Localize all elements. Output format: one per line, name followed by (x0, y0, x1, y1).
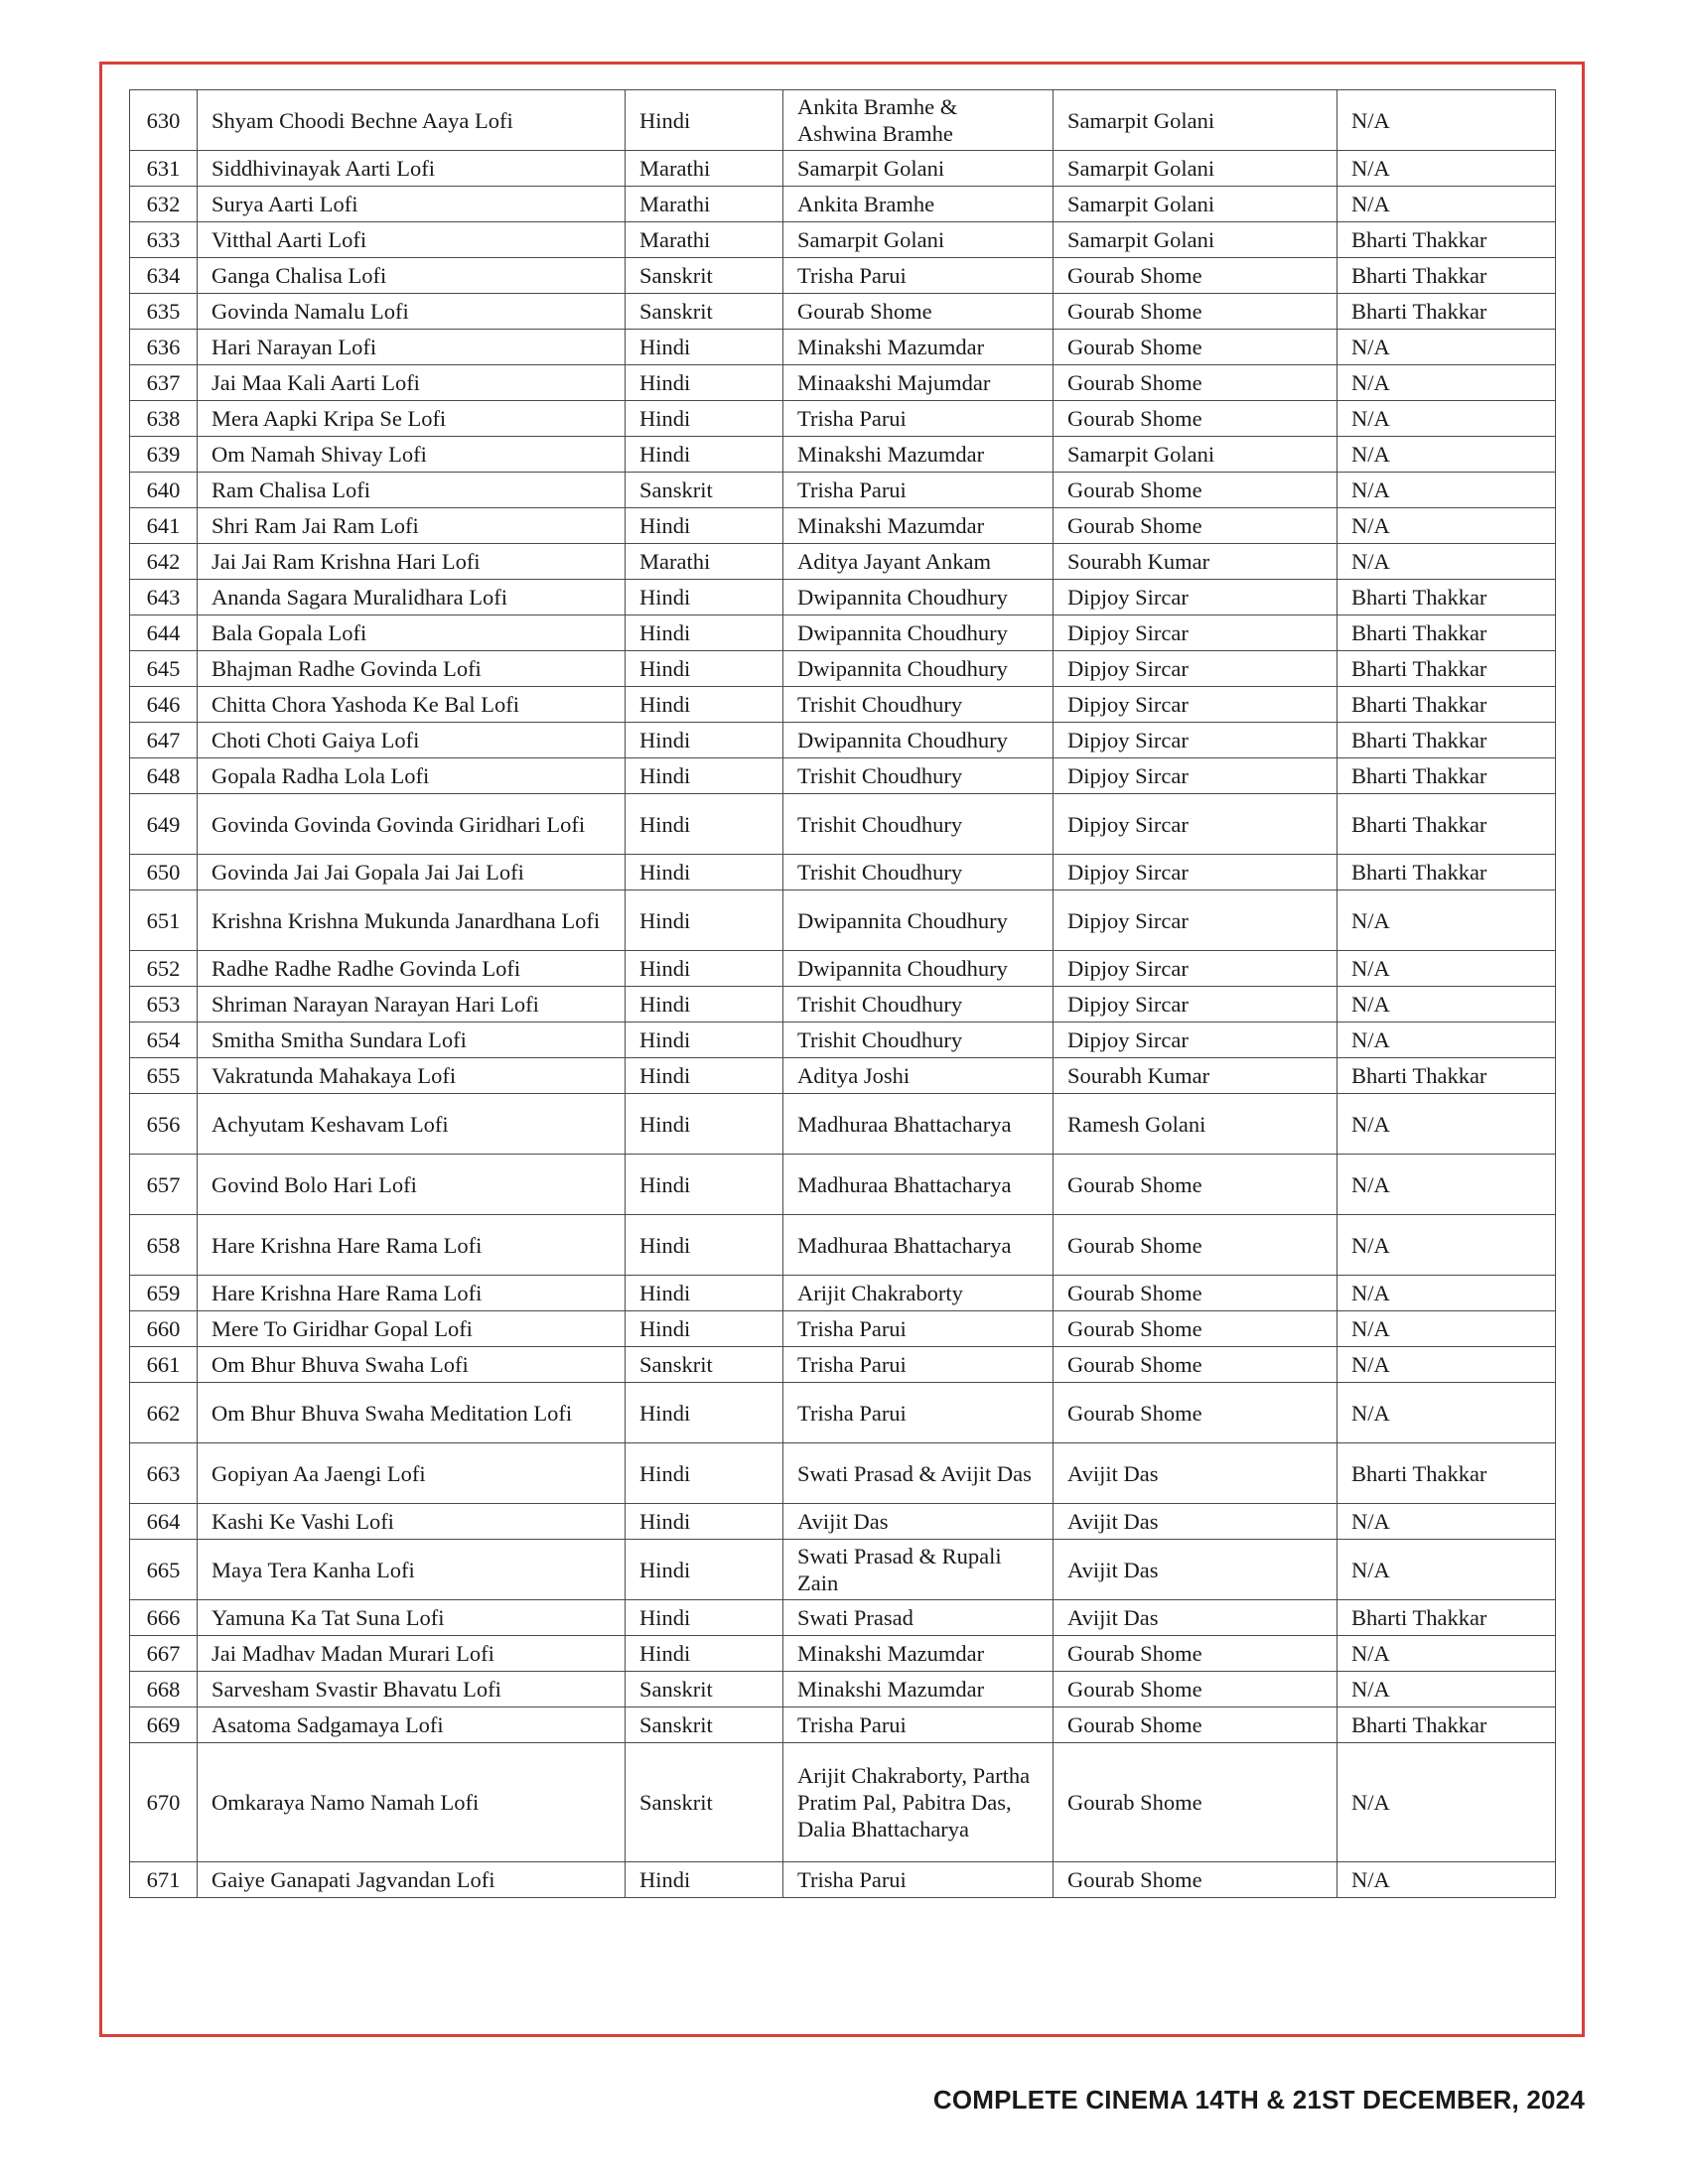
song-composer-cell: Gourab Shome (1054, 508, 1337, 544)
song-composer-cell: Samarpit Golani (1054, 90, 1337, 151)
song-title-cell: Surya Aarti Lofi (198, 187, 626, 222)
song-number-cell: 640 (130, 473, 198, 508)
song-language-cell: Hindi (626, 90, 783, 151)
table-row (130, 794, 1556, 855)
song-title-cell: Yamuna Ka Tat Suna Lofi (198, 1600, 626, 1636)
table-row (130, 1215, 1556, 1276)
song-singer-cell: Trishit Choudhury (783, 855, 1054, 890)
song-composer-cell: Avijit Das (1054, 1443, 1337, 1504)
song-lyricist-cell: N/A (1337, 1155, 1556, 1215)
song-language-cell: Sanskrit (626, 1672, 783, 1707)
song-number-cell: 650 (130, 855, 198, 890)
song-lyricist-cell: Bharti Thakkar (1337, 794, 1556, 855)
song-singer-cell: Trisha Parui (783, 1707, 1054, 1743)
song-language-cell: Hindi (626, 1540, 783, 1600)
song-lyricist-cell: Bharti Thakkar (1337, 222, 1556, 258)
song-language-cell: Hindi (626, 580, 783, 615)
song-composer-cell: Gourab Shome (1054, 1383, 1337, 1443)
song-language-cell: Marathi (626, 222, 783, 258)
song-title-cell: Vitthal Aarti Lofi (198, 222, 626, 258)
song-number-cell: 639 (130, 437, 198, 473)
song-title-cell: Achyutam Keshavam Lofi (198, 1094, 626, 1155)
table-row (130, 1540, 1556, 1600)
song-language-cell: Hindi (626, 401, 783, 437)
table-row (130, 1504, 1556, 1540)
song-lyricist-cell: Bharti Thakkar (1337, 294, 1556, 330)
song-lyricist-cell: Bharti Thakkar (1337, 1600, 1556, 1636)
table-row (130, 1600, 1556, 1636)
song-number-cell: 663 (130, 1443, 198, 1504)
table-row (130, 187, 1556, 222)
song-lyricist-cell: N/A (1337, 1347, 1556, 1383)
song-lyricist-cell: N/A (1337, 951, 1556, 987)
song-language-cell: Hindi (626, 1155, 783, 1215)
song-number-cell: 634 (130, 258, 198, 294)
song-number-cell: 671 (130, 1862, 198, 1898)
song-composer-cell: Gourab Shome (1054, 473, 1337, 508)
song-composer-cell: Dipjoy Sircar (1054, 987, 1337, 1023)
song-composer-cell: Dipjoy Sircar (1054, 794, 1337, 855)
song-language-cell: Hindi (626, 1636, 783, 1672)
song-language-cell: Hindi (626, 794, 783, 855)
song-composer-cell: Gourab Shome (1054, 1155, 1337, 1215)
song-singer-cell: Trishit Choudhury (783, 987, 1054, 1023)
song-title-cell: Ananda Sagara Muralidhara Lofi (198, 580, 626, 615)
table-row (130, 330, 1556, 365)
song-language-cell: Hindi (626, 437, 783, 473)
song-singer-cell: Dwipannita Choudhury (783, 890, 1054, 951)
song-title-cell: Bhajman Radhe Govinda Lofi (198, 651, 626, 687)
song-language-cell: Hindi (626, 365, 783, 401)
song-language-cell: Hindi (626, 1023, 783, 1058)
table-row (130, 151, 1556, 187)
song-lyricist-cell: N/A (1337, 151, 1556, 187)
table-row (130, 1443, 1556, 1504)
table-row (130, 1743, 1556, 1862)
song-title-cell: Sarvesham Svastir Bhavatu Lofi (198, 1672, 626, 1707)
song-number-cell: 630 (130, 90, 198, 151)
song-number-cell: 661 (130, 1347, 198, 1383)
song-singer-cell: Aditya Joshi (783, 1058, 1054, 1094)
song-title-cell: Gopala Radha Lola Lofi (198, 758, 626, 794)
song-lyricist-cell: N/A (1337, 330, 1556, 365)
song-composer-cell: Gourab Shome (1054, 1636, 1337, 1672)
song-title-cell: Choti Choti Gaiya Lofi (198, 723, 626, 758)
song-composer-cell: Dipjoy Sircar (1054, 758, 1337, 794)
song-title-cell: Maya Tera Kanha Lofi (198, 1540, 626, 1600)
song-number-cell: 648 (130, 758, 198, 794)
song-number-cell: 641 (130, 508, 198, 544)
song-composer-cell: Avijit Das (1054, 1504, 1337, 1540)
song-singer-cell: Arijit Chakraborty (783, 1276, 1054, 1311)
song-title-cell: Hare Krishna Hare Rama Lofi (198, 1276, 626, 1311)
song-language-cell: Hindi (626, 1600, 783, 1636)
song-number-cell: 646 (130, 687, 198, 723)
song-number-cell: 655 (130, 1058, 198, 1094)
song-composer-cell: Dipjoy Sircar (1054, 651, 1337, 687)
song-singer-cell: Samarpit Golani (783, 151, 1054, 187)
song-title-cell: Govinda Jai Jai Gopala Jai Jai Lofi (198, 855, 626, 890)
song-lyricist-cell: Bharti Thakkar (1337, 855, 1556, 890)
song-composer-cell: Dipjoy Sircar (1054, 1023, 1337, 1058)
song-language-cell: Marathi (626, 544, 783, 580)
song-title-cell: Gopiyan Aa Jaengi Lofi (198, 1443, 626, 1504)
song-composer-cell: Avijit Das (1054, 1600, 1337, 1636)
song-lyricist-cell: N/A (1337, 365, 1556, 401)
song-table (129, 89, 1556, 1898)
song-singer-cell: Minakshi Mazumdar (783, 1636, 1054, 1672)
song-composer-cell: Gourab Shome (1054, 258, 1337, 294)
song-singer-cell: Trisha Parui (783, 401, 1054, 437)
song-lyricist-cell: Bharti Thakkar (1337, 580, 1556, 615)
song-number-cell: 657 (130, 1155, 198, 1215)
song-language-cell: Hindi (626, 951, 783, 987)
song-language-cell: Hindi (626, 330, 783, 365)
song-composer-cell: Dipjoy Sircar (1054, 687, 1337, 723)
song-number-cell: 644 (130, 615, 198, 651)
song-number-cell: 652 (130, 951, 198, 987)
song-composer-cell: Gourab Shome (1054, 1707, 1337, 1743)
table-row (130, 890, 1556, 951)
song-composer-cell: Gourab Shome (1054, 1347, 1337, 1383)
song-singer-cell: Dwipannita Choudhury (783, 615, 1054, 651)
song-number-cell: 632 (130, 187, 198, 222)
song-singer-cell: Madhuraa Bhattacharya (783, 1155, 1054, 1215)
song-lyricist-cell: N/A (1337, 508, 1556, 544)
song-composer-cell: Samarpit Golani (1054, 151, 1337, 187)
song-language-cell: Hindi (626, 890, 783, 951)
table-row (130, 1707, 1556, 1743)
song-language-cell: Hindi (626, 687, 783, 723)
song-lyricist-cell: Bharti Thakkar (1337, 258, 1556, 294)
song-number-cell: 656 (130, 1094, 198, 1155)
song-title-cell: Omkaraya Namo Namah Lofi (198, 1743, 626, 1862)
song-singer-cell: Trisha Parui (783, 1862, 1054, 1898)
song-singer-cell: Arijit Chakraborty, Partha Pratim Pal, Pabitra Das, Dalia Bhattacharya (783, 1743, 1054, 1862)
song-language-cell: Marathi (626, 187, 783, 222)
song-lyricist-cell: N/A (1337, 1743, 1556, 1862)
song-singer-cell: Madhuraa Bhattacharya (783, 1215, 1054, 1276)
table-row (130, 437, 1556, 473)
song-language-cell: Hindi (626, 615, 783, 651)
song-language-cell: Sanskrit (626, 294, 783, 330)
song-lyricist-cell: Bharti Thakkar (1337, 615, 1556, 651)
song-composer-cell: Samarpit Golani (1054, 187, 1337, 222)
song-number-cell: 667 (130, 1636, 198, 1672)
song-singer-cell: Madhuraa Bhattacharya (783, 1094, 1054, 1155)
song-lyricist-cell: N/A (1337, 544, 1556, 580)
song-language-cell: Hindi (626, 987, 783, 1023)
song-number-cell: 647 (130, 723, 198, 758)
table-row (130, 258, 1556, 294)
song-singer-cell: Swati Prasad & Rupali Zain (783, 1540, 1054, 1600)
song-lyricist-cell: N/A (1337, 1504, 1556, 1540)
song-lyricist-cell: N/A (1337, 1862, 1556, 1898)
song-language-cell: Sanskrit (626, 1743, 783, 1862)
song-number-cell: 651 (130, 890, 198, 951)
song-lyricist-cell: Bharti Thakkar (1337, 1707, 1556, 1743)
song-singer-cell: Dwipannita Choudhury (783, 580, 1054, 615)
song-title-cell: Hari Narayan Lofi (198, 330, 626, 365)
song-title-cell: Bala Gopala Lofi (198, 615, 626, 651)
table-row (130, 1058, 1556, 1094)
song-lyricist-cell: N/A (1337, 473, 1556, 508)
song-composer-cell: Gourab Shome (1054, 1311, 1337, 1347)
song-lyricist-cell: Bharti Thakkar (1337, 1058, 1556, 1094)
song-lyricist-cell: Bharti Thakkar (1337, 1443, 1556, 1504)
song-title-cell: Govinda Namalu Lofi (198, 294, 626, 330)
song-number-cell: 662 (130, 1383, 198, 1443)
song-number-cell: 654 (130, 1023, 198, 1058)
song-number-cell: 658 (130, 1215, 198, 1276)
song-language-cell: Sanskrit (626, 1347, 783, 1383)
song-lyricist-cell: N/A (1337, 90, 1556, 151)
song-language-cell: Hindi (626, 1311, 783, 1347)
song-title-cell: Govind Bolo Hari Lofi (198, 1155, 626, 1215)
song-singer-cell: Samarpit Golani (783, 222, 1054, 258)
song-composer-cell: Gourab Shome (1054, 365, 1337, 401)
song-number-cell: 653 (130, 987, 198, 1023)
song-title-cell: Jai Jai Ram Krishna Hari Lofi (198, 544, 626, 580)
table-row (130, 401, 1556, 437)
song-lyricist-cell: N/A (1337, 401, 1556, 437)
song-singer-cell: Avijit Das (783, 1504, 1054, 1540)
song-title-cell: Jai Maa Kali Aarti Lofi (198, 365, 626, 401)
table-row (130, 90, 1556, 151)
song-singer-cell: Dwipannita Choudhury (783, 723, 1054, 758)
table-row (130, 615, 1556, 651)
song-lyricist-cell: N/A (1337, 1023, 1556, 1058)
song-lyricist-cell: N/A (1337, 1215, 1556, 1276)
song-lyricist-cell: N/A (1337, 1276, 1556, 1311)
song-singer-cell: Trishit Choudhury (783, 1023, 1054, 1058)
song-language-cell: Hindi (626, 508, 783, 544)
table-row (130, 1347, 1556, 1383)
song-title-cell: Om Namah Shivay Lofi (198, 437, 626, 473)
song-composer-cell: Ramesh Golani (1054, 1094, 1337, 1155)
table-row (130, 473, 1556, 508)
song-composer-cell: Samarpit Golani (1054, 222, 1337, 258)
song-lyricist-cell: N/A (1337, 890, 1556, 951)
table-row (130, 544, 1556, 580)
song-number-cell: 664 (130, 1504, 198, 1540)
table-row (130, 1155, 1556, 1215)
song-title-cell: Hare Krishna Hare Rama Lofi (198, 1215, 626, 1276)
table-row (130, 951, 1556, 987)
song-composer-cell: Gourab Shome (1054, 294, 1337, 330)
song-title-cell: Krishna Krishna Mukunda Janardhana Lofi (198, 890, 626, 951)
song-language-cell: Hindi (626, 1383, 783, 1443)
song-lyricist-cell: Bharti Thakkar (1337, 651, 1556, 687)
song-title-cell: Ram Chalisa Lofi (198, 473, 626, 508)
table-row (130, 1276, 1556, 1311)
song-composer-cell: Gourab Shome (1054, 1862, 1337, 1898)
song-language-cell: Hindi (626, 1443, 783, 1504)
song-singer-cell: Trishit Choudhury (783, 794, 1054, 855)
song-singer-cell: Aditya Jayant Ankam (783, 544, 1054, 580)
song-singer-cell: Ankita Bramhe (783, 187, 1054, 222)
song-lyricist-cell: Bharti Thakkar (1337, 723, 1556, 758)
song-composer-cell: Avijit Das (1054, 1540, 1337, 1600)
song-singer-cell: Dwipannita Choudhury (783, 651, 1054, 687)
song-title-cell: Shri Ram Jai Ram Lofi (198, 508, 626, 544)
song-title-cell: Shyam Choodi Bechne Aaya Lofi (198, 90, 626, 151)
song-lyricist-cell: N/A (1337, 1383, 1556, 1443)
song-number-cell: 635 (130, 294, 198, 330)
table-row (130, 1023, 1556, 1058)
song-composer-cell: Dipjoy Sircar (1054, 580, 1337, 615)
song-title-cell: Govinda Govinda Govinda Giridhari Lofi (198, 794, 626, 855)
song-number-cell: 637 (130, 365, 198, 401)
song-language-cell: Hindi (626, 758, 783, 794)
song-composer-cell: Dipjoy Sircar (1054, 951, 1337, 987)
song-language-cell: Hindi (626, 855, 783, 890)
song-title-cell: Vakratunda Mahakaya Lofi (198, 1058, 626, 1094)
song-number-cell: 666 (130, 1600, 198, 1636)
table-row (130, 222, 1556, 258)
song-composer-cell: Samarpit Golani (1054, 437, 1337, 473)
song-number-cell: 643 (130, 580, 198, 615)
song-singer-cell: Dwipannita Choudhury (783, 951, 1054, 987)
song-title-cell: Asatoma Sadgamaya Lofi (198, 1707, 626, 1743)
song-language-cell: Marathi (626, 151, 783, 187)
table-row (130, 687, 1556, 723)
song-singer-cell: Minaakshi Majumdar (783, 365, 1054, 401)
song-number-cell: 659 (130, 1276, 198, 1311)
song-title-cell: Mere To Giridhar Gopal Lofi (198, 1311, 626, 1347)
song-number-cell: 645 (130, 651, 198, 687)
song-title-cell: Smitha Smitha Sundara Lofi (198, 1023, 626, 1058)
song-language-cell: Hindi (626, 651, 783, 687)
song-number-cell: 649 (130, 794, 198, 855)
song-title-cell: Om Bhur Bhuva Swaha Meditation Lofi (198, 1383, 626, 1443)
song-composer-cell: Sourabh Kumar (1054, 1058, 1337, 1094)
song-singer-cell: Trishit Choudhury (783, 758, 1054, 794)
song-singer-cell: Swati Prasad & Avijit Das (783, 1443, 1054, 1504)
song-singer-cell: Minakshi Mazumdar (783, 1672, 1054, 1707)
song-singer-cell: Trisha Parui (783, 1347, 1054, 1383)
footer-publication-date: COMPLETE CINEMA 14TH & 21ST DECEMBER, 2024 (932, 2085, 1585, 2115)
song-title-cell: Shriman Narayan Narayan Hari Lofi (198, 987, 626, 1023)
song-singer-cell: Minakshi Mazumdar (783, 437, 1054, 473)
song-composer-cell: Gourab Shome (1054, 1672, 1337, 1707)
song-number-cell: 669 (130, 1707, 198, 1743)
song-composer-cell: Gourab Shome (1054, 401, 1337, 437)
song-singer-cell: Trisha Parui (783, 473, 1054, 508)
song-composer-cell: Gourab Shome (1054, 1276, 1337, 1311)
song-singer-cell: Ankita Bramhe & Ashwina Bramhe (783, 90, 1054, 151)
song-singer-cell: Trishit Choudhury (783, 687, 1054, 723)
song-title-cell: Radhe Radhe Radhe Govinda Lofi (198, 951, 626, 987)
song-composer-cell: Gourab Shome (1054, 1743, 1337, 1862)
song-singer-cell: Minakshi Mazumdar (783, 330, 1054, 365)
table-row (130, 1672, 1556, 1707)
song-composer-cell: Dipjoy Sircar (1054, 890, 1337, 951)
song-number-cell: 668 (130, 1672, 198, 1707)
song-composer-cell: Gourab Shome (1054, 1215, 1337, 1276)
table-row (130, 508, 1556, 544)
song-composer-cell: Dipjoy Sircar (1054, 855, 1337, 890)
song-language-cell: Hindi (626, 1058, 783, 1094)
table-row (130, 365, 1556, 401)
song-number-cell: 642 (130, 544, 198, 580)
song-language-cell: Hindi (626, 1862, 783, 1898)
song-composer-cell: Gourab Shome (1054, 330, 1337, 365)
song-language-cell: Hindi (626, 723, 783, 758)
song-singer-cell: Gourab Shome (783, 294, 1054, 330)
table-row (130, 294, 1556, 330)
song-lyricist-cell: N/A (1337, 437, 1556, 473)
song-lyricist-cell: N/A (1337, 1672, 1556, 1707)
song-singer-cell: Minakshi Mazumdar (783, 508, 1054, 544)
song-table-body (130, 90, 1556, 1898)
song-singer-cell: Trisha Parui (783, 1311, 1054, 1347)
song-composer-cell: Sourabh Kumar (1054, 544, 1337, 580)
song-language-cell: Hindi (626, 1504, 783, 1540)
song-lyricist-cell: Bharti Thakkar (1337, 758, 1556, 794)
song-composer-cell: Dipjoy Sircar (1054, 723, 1337, 758)
song-title-cell: Kashi Ke Vashi Lofi (198, 1504, 626, 1540)
table-row (130, 1636, 1556, 1672)
song-composer-cell: Dipjoy Sircar (1054, 615, 1337, 651)
song-language-cell: Hindi (626, 1094, 783, 1155)
song-number-cell: 638 (130, 401, 198, 437)
song-lyricist-cell: N/A (1337, 1094, 1556, 1155)
song-number-cell: 633 (130, 222, 198, 258)
song-number-cell: 660 (130, 1311, 198, 1347)
song-language-cell: Sanskrit (626, 473, 783, 508)
song-singer-cell: Swati Prasad (783, 1600, 1054, 1636)
song-singer-cell: Trisha Parui (783, 258, 1054, 294)
song-language-cell: Hindi (626, 1276, 783, 1311)
table-row (130, 1311, 1556, 1347)
song-title-cell: Chitta Chora Yashoda Ke Bal Lofi (198, 687, 626, 723)
song-lyricist-cell: N/A (1337, 187, 1556, 222)
song-lyricist-cell: N/A (1337, 1636, 1556, 1672)
table-row (130, 1862, 1556, 1898)
song-lyricist-cell: N/A (1337, 987, 1556, 1023)
table-row (130, 723, 1556, 758)
table-row (130, 855, 1556, 890)
table-row (130, 987, 1556, 1023)
song-number-cell: 670 (130, 1743, 198, 1862)
song-lyricist-cell: Bharti Thakkar (1337, 687, 1556, 723)
table-row (130, 651, 1556, 687)
song-language-cell: Sanskrit (626, 258, 783, 294)
song-lyricist-cell: N/A (1337, 1311, 1556, 1347)
song-number-cell: 665 (130, 1540, 198, 1600)
song-title-cell: Siddhivinayak Aarti Lofi (198, 151, 626, 187)
song-title-cell: Gaiye Ganapati Jagvandan Lofi (198, 1862, 626, 1898)
song-title-cell: Mera Aapki Kripa Se Lofi (198, 401, 626, 437)
song-title-cell: Ganga Chalisa Lofi (198, 258, 626, 294)
song-number-cell: 631 (130, 151, 198, 187)
table-row (130, 580, 1556, 615)
song-language-cell: Hindi (626, 1215, 783, 1276)
table-row (130, 758, 1556, 794)
song-singer-cell: Trisha Parui (783, 1383, 1054, 1443)
song-number-cell: 636 (130, 330, 198, 365)
song-title-cell: Jai Madhav Madan Murari Lofi (198, 1636, 626, 1672)
table-row (130, 1383, 1556, 1443)
song-title-cell: Om Bhur Bhuva Swaha Lofi (198, 1347, 626, 1383)
song-language-cell: Sanskrit (626, 1707, 783, 1743)
table-row (130, 1094, 1556, 1155)
song-lyricist-cell: N/A (1337, 1540, 1556, 1600)
